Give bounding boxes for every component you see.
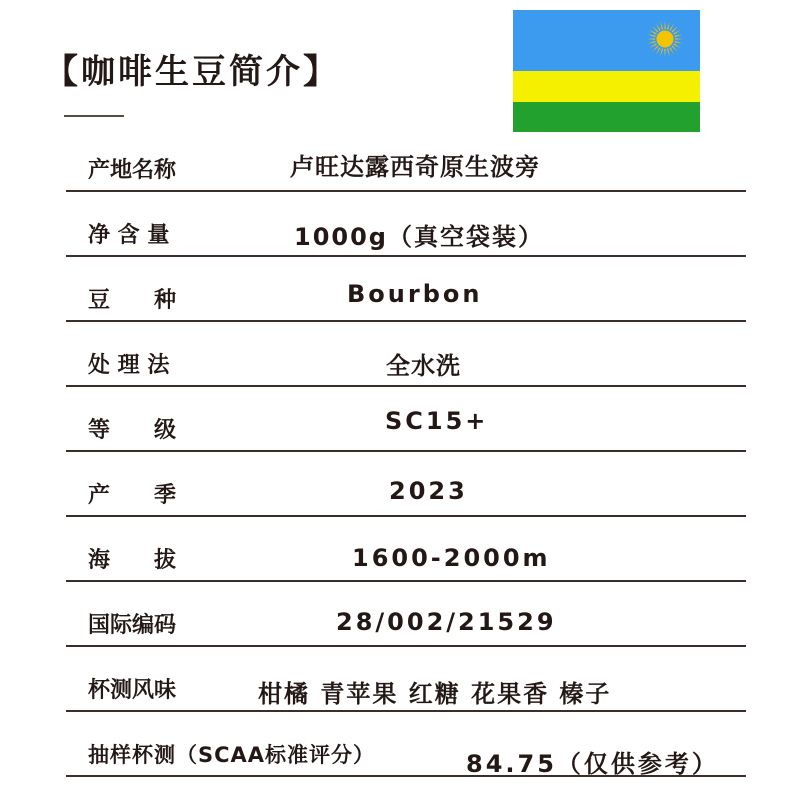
table-row-variety [66, 255, 746, 322]
net-weight-value: 1000g（真空袋装） [294, 223, 544, 251]
grade-value: SC15+ [385, 407, 489, 435]
altitude-label: 海 拔 [88, 548, 177, 573]
table-row-altitude [66, 515, 746, 582]
season-label: 产 季 [88, 483, 177, 508]
table-row-cupping-score [66, 710, 746, 777]
sun-disc [657, 31, 674, 48]
season-value: 2023 [389, 477, 468, 505]
cupping-score-value: 84.75（仅供参考） [466, 750, 719, 778]
flavor-value: 柑橘 青苹果 红糖 花果香 榛子 [258, 680, 612, 708]
variety-label: 豆 种 [88, 288, 177, 313]
page-title: 【咖啡生豆简介】 [44, 52, 340, 92]
table-row-flavor [66, 645, 746, 712]
origin-value: 卢旺达露西奇原生波旁 [290, 153, 540, 181]
altitude-value: 1600-2000m [352, 544, 551, 572]
flavor-label: 杯测风味 [88, 678, 177, 703]
table-row-grade [66, 385, 746, 452]
table-row-origin [66, 125, 746, 192]
process-label: 处 理 法 [88, 353, 170, 378]
rwanda-flag [513, 10, 700, 132]
table-row-process [66, 320, 746, 387]
table-row-season [66, 450, 746, 517]
variety-value: Bourbon [347, 280, 483, 308]
grade-label: 等 级 [88, 418, 177, 443]
cupping-score-label: 抽样杯测（SCAA标准评分） [88, 743, 376, 767]
process-value: 全水洗 [386, 352, 461, 380]
title-divider [64, 115, 124, 117]
flag-yellow-band [513, 71, 700, 102]
sun-icon [647, 21, 683, 57]
net-weight-label: 净 含 量 [88, 223, 170, 248]
table-row-intl-code [66, 580, 746, 647]
intl-code-value: 28/002/21529 [336, 608, 557, 636]
table-row-net-weight [66, 190, 746, 257]
origin-label: 产地名称 [88, 158, 177, 183]
intl-code-label: 国际编码 [88, 613, 177, 638]
